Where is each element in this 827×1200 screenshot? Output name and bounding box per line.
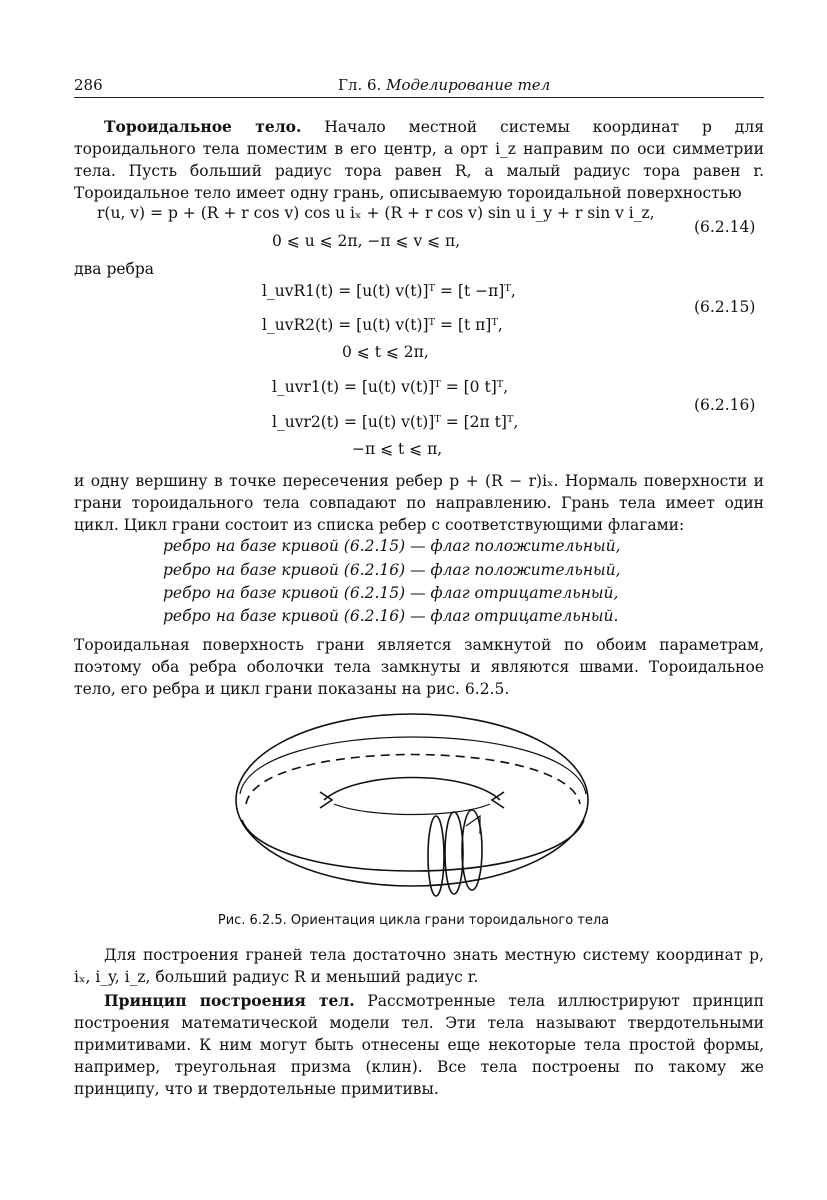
torus-hole-top (324, 778, 500, 801)
paragraph-vertex: и одну вершину в точке пересечения ребер p + (R − r)iₓ. Нормаль поверхности и грани тороидального тела совпадают по направлению. Грань тела имеет один цикл. Цикл грани состоит из списка ребер с соответствующими флагами: (74, 472, 764, 534)
paragraph-lead: Тороидальное тело. (104, 117, 302, 136)
text-two-edges: два ребра (74, 260, 155, 278)
torus-outline (236, 714, 588, 886)
paragraph-face-construction: Для построения граней тела достаточно знать местную систему координат p, iₓ, i_y, i_z, больший радиус R и меньший радиус r. (74, 946, 764, 986)
paragraph-toroidal-body (74, 116, 764, 204)
paragraph-text: Начало местной системы координат p для тороидального тела поместим в его центр, а орт i_z направим по оси симметрии тела. Пусть больший радиус тора равен R, а малый радиус тора равен r. Тороидальное тело имеет одну грань, описываемую тороидальной поверхностью (74, 118, 764, 202)
chapter-label: Гл. 6. Моделирование тел (338, 76, 551, 94)
equation-number-6-2-15: (6.2.15) (694, 298, 756, 316)
torus-edge-upper (240, 737, 586, 794)
equation-6-2-15-line3: 0 ⩽ t ⩽ 2π, (342, 343, 429, 361)
equation-6-2-14-line2: 0 ⩽ u ⩽ 2π, −π ⩽ v ⩽ π, (272, 232, 461, 250)
paragraph-closed-surface: Тороидальная поверхность грани является замкнутой по обоим параметрам, поэтому оба ребра оболочки тела замкнуты и являются швами. Тороидальное тело, его ребра и цикл грани показаны на рис. 6.2.5. (74, 636, 764, 698)
paragraph-construction-principle (74, 990, 764, 1100)
torus-figure (228, 708, 600, 904)
edge-list-item: ребро на базе кривой (6.2.16) — флаг отрицательный. (163, 607, 619, 625)
running-header (74, 75, 764, 98)
equation-number-6-2-14: (6.2.14) (694, 218, 756, 236)
equation-6-2-16-line2: l_uvr2(t) = [u(t) v(t)]ᵀ = [2π t]ᵀ, (272, 413, 519, 431)
equation-6-2-14-line1: r(u, v) = p + (R + r cos v) cos u iₓ + (R + r cos v) sin u i_y + r sin v i_z, (97, 204, 655, 222)
torus-edge-dashed (246, 755, 580, 805)
equation-6-2-16-line1: l_uvr1(t) = [u(t) v(t)]ᵀ = [0 t]ᵀ, (272, 378, 509, 396)
equation-number-6-2-16: (6.2.16) (694, 396, 756, 414)
page-number: 286 (74, 76, 103, 94)
meridian-loop (428, 816, 444, 896)
edge-list-item: ребро на базе кривой (6.2.15) — флаг положительный, (163, 537, 621, 555)
edge-list-item: ребро на базе кривой (6.2.15) — флаг отрицательный, (163, 584, 619, 602)
equation-6-2-16-line3: −π ⩽ t ⩽ π, (352, 440, 443, 458)
paragraph-lead: Принцип построения тел. (104, 991, 355, 1010)
paragraph-text: Рассмотренные тела иллюстрируют принцип построения математической модели тел. Эти тела называют твердотельными примитивами. К ним могут быть отнесены еще некоторые тела простой формы, например, треугольная призма (клин). Все тела построены по такому же принципу, что и твердотельные примитивы. (74, 992, 764, 1098)
edge-list-item: ребро на базе кривой (6.2.16) — флаг положительный, (163, 561, 621, 579)
torus-hole-bottom (334, 804, 490, 815)
equation-6-2-15-line2: l_uvR2(t) = [u(t) v(t)]ᵀ = [t π]ᵀ, (262, 316, 503, 334)
figure-caption: Рис. 6.2.5. Ориентация цикла грани тороидального тела (217, 913, 610, 928)
equation-6-2-15-line1: l_uvR1(t) = [u(t) v(t)]ᵀ = [t −π]ᵀ, (262, 282, 516, 300)
meridian-loop (445, 812, 463, 894)
